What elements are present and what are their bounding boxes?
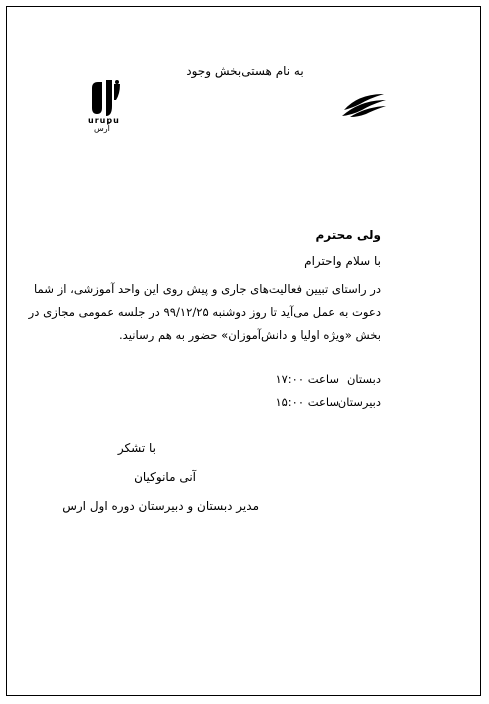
logo-caption-persian: اُرس xyxy=(94,124,110,133)
schedule-section: دبیرستان xyxy=(337,395,381,409)
body-line: دعوت به عمل می‌آید تا روز دوشنبه ۹۹/۱۲/۲۵ در جلسه عمومی مجازی در xyxy=(28,305,381,319)
greeting: با سلام واحترام xyxy=(304,254,381,268)
closing: با تشکر xyxy=(117,441,156,455)
logo-caption-latin: urupu xyxy=(88,116,120,125)
page-border xyxy=(6,6,481,696)
schedule-time: ساعت ۱۷:۰۰ xyxy=(275,372,339,386)
salutation: ولی محترم xyxy=(315,228,381,242)
schedule-time: ساعت ۱۵:۰۰ xyxy=(275,395,339,409)
emblem-logo xyxy=(340,90,388,118)
signer-title: مدیر دبستان و دبیرستان دوره اول ارس xyxy=(62,499,259,513)
schedule-section: دبستان xyxy=(346,372,381,386)
school-logo xyxy=(86,78,126,134)
body-line: بخش «ویژه اولیا و دانش‌آموزان» حضور به هم رسانید. xyxy=(118,328,381,342)
invocation-heading: به نام هستی‌بخش وجود xyxy=(186,64,304,78)
body-line: در راستای تبیین فعالیت‌های جاری و پیش روی این واحد آموزشی، از شما xyxy=(34,282,381,296)
signer-name: آنی مانوکیان xyxy=(134,470,196,484)
letter-body xyxy=(28,278,381,347)
